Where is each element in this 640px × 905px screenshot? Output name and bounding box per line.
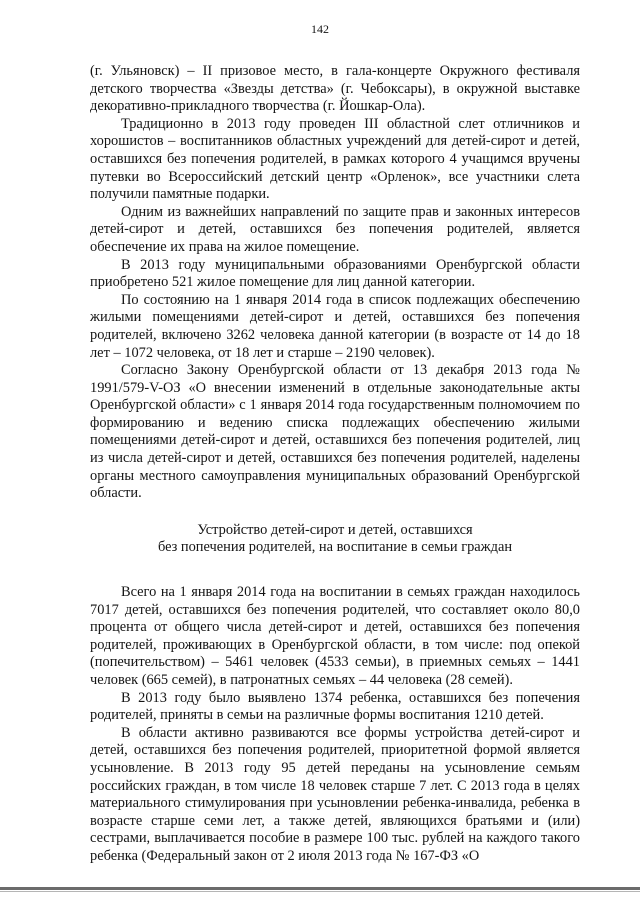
paragraph-rally: Традиционно в 2013 году проведен III областной слет отличников и хорошистов – воспитанников областных учреждений для детей-сирот и детей, оставшихся без попечения родителей, в рамках которого 4 учащимся вручены путевки во Всероссийский детский центр «Орленок», все участники слета получили памятные подарки. (90, 115, 580, 203)
paragraph-adoption: В области активно развиваются все формы устройства детей-сирот и детей, оставшихся без попечения родителей, приоритетной формой является усыновление. В 2013 году 95 детей переданы на усыновление семьям российских граждан, в том числе 18 человек старше 7 лет. С 2013 года в целях материального стимулирования при усыновлении ребенка-инвалида, ребенка в возрасте старше семи лет, а также детей, являющихся братьями и (или) сестрами, выплачивается пособие в размере 100 тыс. рублей на каждого такого ребенка (Федеральный закон от 2 июля 2013 года № 167-ФЗ «О (90, 724, 580, 864)
paragraph-continuation: (г. Ульяновск) – II призовое место, в гала-концерте Окружного фестиваля детского творчества «Звезды детства» (г. Чебоксары), в окружной выставке декоративно-прикладного творчества (г. Йошкар-Ола). (90, 63, 580, 115)
paragraph-family-placement: Всего на 1 января 2014 года на воспитании в семьях граждан находилось 7017 детей, оставшихся без попечения родителей, что составляет около 80,0 процента от общего числа детей-сирот и детей, оставшихся без попечения родителей, проживающих в Оренбургской области, в том числе: под опекой (попечительством) – 5461 человек (4533 семьи), в приемных семьях – 1441 человек (665 семей), в патронатных семьях – 44 человека (28 семей). (90, 584, 580, 688)
paragraph-regional-law: Согласно Закону Оренбургской области от 13 декабря 2013 года № 1991/579-V-ОЗ «О внесении изменений в отдельные законодательные акты Оренбургской области» с 1 января 2014 года государственным полномочием по формированию и ведению списка подлежащих обеспечению жилыми помещениями детей-сирот и детей, оставшихся без попечения родителей, лиц из числа детей-сирот и детей, оставшихся без попечения родителей, наделены органы местного самоуправления муниципальных образований Оренбургской области. (90, 362, 580, 502)
paragraph-identified-children: В 2013 году было выявлено 1374 ребенка, оставшихся без попечения родителей, приняты в семьи на различные формы воспитания 1210 детей. (90, 689, 580, 724)
scan-bottom-edge (0, 887, 640, 890)
paragraph-housing-rights: Одним из важнейших направлений по защите прав и законных интересов детей-сирот и детей, оставшихся без попечения родителей, является обеспечение их права на жилое помещение. (90, 203, 580, 255)
document-body (90, 63, 580, 866)
scan-bottom-edge-shadow (0, 891, 640, 892)
section-heading-line1: Устройство детей-сирот и детей, оставшихся (197, 521, 473, 538)
paragraph-housing-list: По состоянию на 1 января 2014 года в список подлежащих обеспечению жилыми помещениями детей-сирот и детей, оставшихся без попечения родителей, включено 3262 человека данной категории (в возрасте от 14 до 18 лет – 1072 человека, от 18 лет и старше – 2190 человек). (90, 291, 580, 361)
section-heading (90, 522, 580, 557)
paragraph-housing-acquired: В 2013 году муниципальными образованиями Оренбургской области приобретено 521 жилое помещение для лиц данной категории. (90, 256, 580, 291)
page-number: 142 (311, 22, 329, 36)
section-heading-line2: без попечения родителей, на воспитание в семьи граждан (157, 539, 513, 556)
